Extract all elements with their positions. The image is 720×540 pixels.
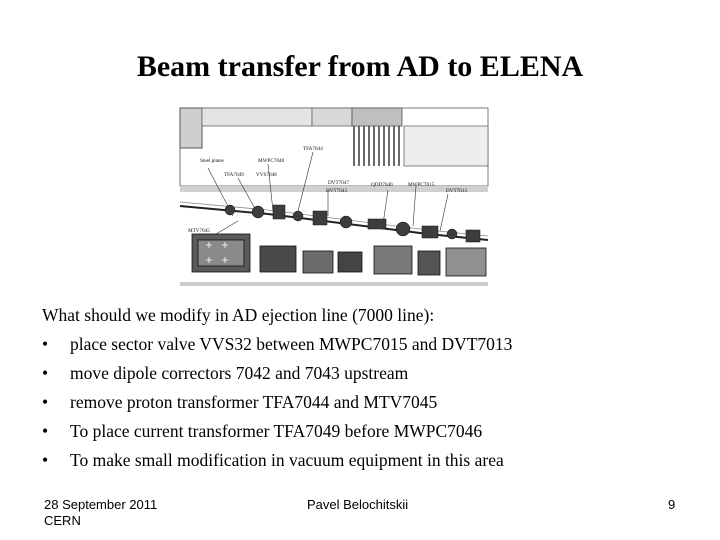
footer-date: 28 September 2011	[44, 497, 158, 512]
page-number: 9	[668, 497, 676, 512]
label-dvt7047: DVT7047	[328, 180, 350, 186]
bullet-marker: •	[42, 392, 49, 412]
bullet-marker: •	[42, 421, 49, 441]
label-mwpc7046: MWPC7046	[258, 158, 285, 164]
bullet-marker: •	[42, 363, 49, 383]
label-steel-plates: Steel plates	[200, 158, 224, 164]
label-mtv7045: MTV7045	[188, 228, 210, 234]
bullet-marker: •	[42, 334, 49, 354]
list-item	[42, 363, 512, 392]
label-dvt7013: DVT7013	[446, 188, 468, 194]
label-tfa7044: TFA7044	[303, 146, 323, 152]
list-item	[42, 421, 512, 450]
list-item-text: move dipole correctors 7042 and 7043 upstream	[70, 363, 409, 383]
label-dvt7043: DVT7043	[326, 188, 348, 194]
label-qdd: QDD7040	[371, 182, 393, 188]
modification-list	[42, 334, 512, 479]
list-item-text: place sector valve VVS32 between MWPC7015 and DVT7013	[70, 334, 513, 354]
label-vvs: VVS7048	[256, 172, 277, 178]
list-item-text: remove proton transformer TFA7044 and MTV7045	[70, 392, 438, 412]
beamline-layout-drawing	[178, 106, 490, 288]
list-item	[42, 450, 512, 479]
label-mwpc7015: MWPC7015	[408, 182, 435, 188]
list-item	[42, 334, 512, 363]
intro-text: What should we modify in AD ejection line (7000 line):	[42, 305, 435, 325]
list-item-text: To place current transformer TFA7049 before MWPC7046	[70, 421, 483, 441]
list-item	[42, 392, 512, 421]
bullet-marker: •	[42, 450, 49, 470]
footer-date-org	[44, 497, 157, 529]
label-tfa7049: TFA7049	[224, 172, 244, 178]
slide-title: Beam transfer from AD to ELENA	[136, 50, 584, 83]
footer-author: Pavel Belochitskii	[307, 497, 409, 512]
list-item-text: To make small modification in vacuum equipment in this area	[70, 450, 504, 470]
footer-org: CERN	[44, 513, 81, 528]
